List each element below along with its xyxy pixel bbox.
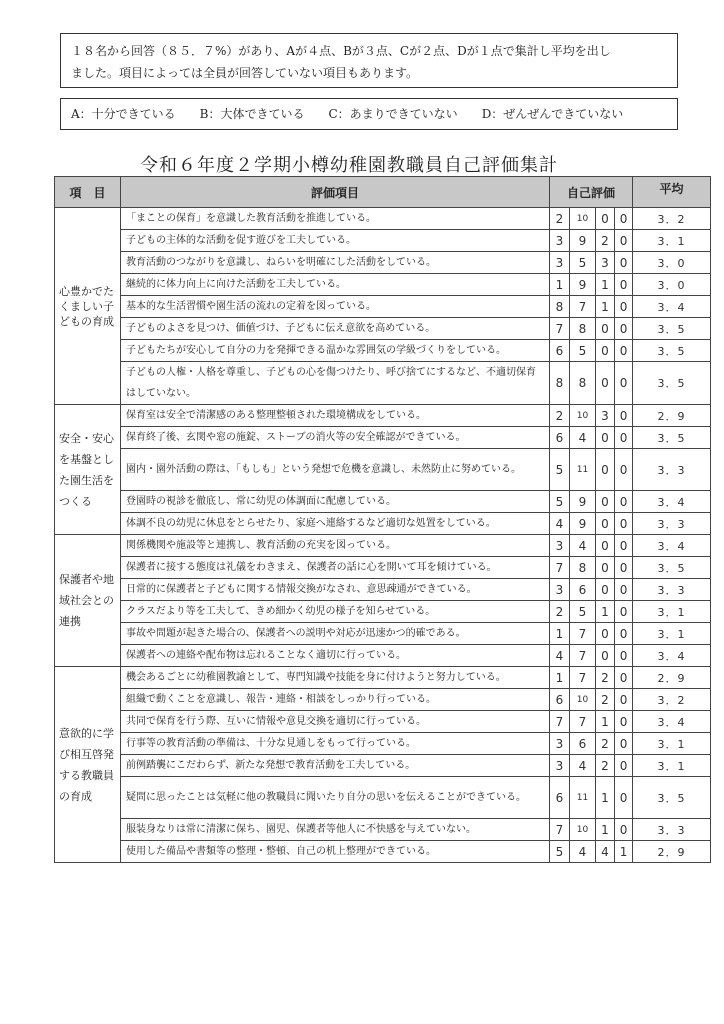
header-self-evaluation: 自己評価 [550,177,633,208]
score-a-count: 4 [550,645,570,667]
evaluation-item-text: 事故や問題が起きた場合の、保護者への説明や対応が迅速かつ的確である。 [121,623,550,645]
table-row [55,667,711,689]
score-c-count: 0 [596,449,615,491]
score-a-count: 6 [550,689,570,711]
score-b-count: 10 [570,208,596,230]
score-c-count: 0 [596,318,615,340]
score-a-count: 3 [550,579,570,601]
score-c-count: 0 [596,208,615,230]
table-row [55,535,711,557]
score-d-count: 0 [615,733,633,755]
table-row [55,208,711,230]
average-score: 3．4 [633,491,711,513]
evaluation-item-text: 体調不良の幼児に休息をとらせたり、家庭へ連絡するなど適切な処置をしている。 [121,513,550,535]
score-d-count: 0 [615,777,633,819]
table-row [55,318,711,340]
score-c-count: 0 [596,557,615,579]
table-row [55,230,711,252]
score-a-count: 6 [550,777,570,819]
score-c-count: 3 [596,405,615,427]
average-score: 3．5 [633,777,711,819]
average-score: 2．9 [633,667,711,689]
table-row [55,274,711,296]
score-b-count: 8 [570,362,596,405]
score-d-count: 0 [615,274,633,296]
average-score: 3．5 [633,557,711,579]
score-c-count: 0 [596,579,615,601]
evaluation-item-text: 保護者への連絡や配布物は忘れることなく適切に行っている。 [121,645,550,667]
score-c-count: 2 [596,230,615,252]
table-row [55,340,711,362]
header-category: 項 目 [55,177,121,208]
score-d-count: 0 [615,755,633,777]
score-a-count: 7 [550,318,570,340]
table-row [55,623,711,645]
score-b-count: 10 [570,689,596,711]
evaluation-item-text: 共同で保育を行う際、互いに情報や意見交換を適切に行っている。 [121,711,550,733]
evaluation-item-text: 登園時の視診を徹底し、常に幼児の体調面に配慮している。 [121,491,550,513]
score-b-count: 9 [570,491,596,513]
table-row [55,252,711,274]
average-score: 2．9 [633,841,711,863]
score-c-count: 0 [596,535,615,557]
score-d-count: 0 [615,535,633,557]
category-cell: 安全・安心を基盤とした園生活をつくる [55,405,121,535]
average-score: 3．5 [633,340,711,362]
score-d-count: 1 [615,841,633,863]
score-a-count: 7 [550,711,570,733]
table-row [55,601,711,623]
score-c-count: 1 [596,296,615,318]
average-score: 3．3 [633,819,711,841]
score-a-count: 2 [550,208,570,230]
score-a-count: 3 [550,230,570,252]
score-b-count: 10 [570,405,596,427]
score-b-count: 5 [570,252,596,274]
average-score: 3．2 [633,208,711,230]
score-d-count: 0 [615,667,633,689]
score-b-count: 5 [570,601,596,623]
evaluation-item-text: 教育活動のつながりを意識し、ねらいを明確にした活動をしている。 [121,252,550,274]
average-score: 3．0 [633,252,711,274]
average-score: 3．5 [633,318,711,340]
table-row [55,645,711,667]
evaluation-item-text: 行事等の教育活動の準備は、十分な見通しをもって行っている。 [121,733,550,755]
evaluation-item-text: 日常的に保護者と子どもに関する情報交換がなされ、意思疎通ができている。 [121,579,550,601]
evaluation-item-text: 保育終了後、玄関や窓の施錠、ストーブの消火等の安全確認ができている。 [121,427,550,449]
evaluation-item-text: 子どものよさを見つけ、価値づけ、子どもに伝え意欲を高めている。 [121,318,550,340]
evaluation-item-text: 保育室は安全で清潔感のある整理整頓された環境構成をしている。 [121,405,550,427]
average-score: 3．5 [633,362,711,405]
average-score: 3．4 [633,535,711,557]
average-score: 3．3 [633,513,711,535]
score-b-count: 10 [570,819,596,841]
average-score: 3．1 [633,230,711,252]
evaluation-item-text: 「まことの保育」を意識した教育活動を推進している。 [121,208,550,230]
score-c-count: 1 [596,711,615,733]
table-row [55,841,711,863]
table-row [55,689,711,711]
average-score: 3．1 [633,733,711,755]
score-c-count: 1 [596,601,615,623]
score-b-count: 11 [570,777,596,819]
score-a-count: 3 [550,535,570,557]
score-b-count: 9 [570,274,596,296]
header-item: 評価項目 [121,177,550,208]
score-d-count: 0 [615,252,633,274]
evaluation-item-text: 服装身なりは常に清潔に保ち、園児、保護者等他人に不快感を与えていない。 [121,819,550,841]
score-c-count: 1 [596,777,615,819]
evaluation-item-text: 保護者に接する態度は礼儀をわきまえ、保護者の話に心を開いて耳を傾けている。 [121,557,550,579]
score-b-count: 11 [570,449,596,491]
table-row [55,557,711,579]
score-a-count: 7 [550,819,570,841]
table-row [55,513,711,535]
average-score: 3．0 [633,274,711,296]
score-c-count: 1 [596,819,615,841]
table-row [55,296,711,318]
score-b-count: 4 [570,535,596,557]
legend-d: D：ぜんぜんできていない [481,107,624,121]
score-d-count: 0 [615,230,633,252]
table-row [55,491,711,513]
score-b-count: 7 [570,711,596,733]
evaluation-table [54,176,711,863]
score-b-count: 7 [570,296,596,318]
score-a-count: 2 [550,405,570,427]
intro-line-2: ました。項目によっては全員が回答していない項目もあります。 [71,66,419,80]
score-c-count: 2 [596,667,615,689]
score-d-count: 0 [615,405,633,427]
score-c-count: 0 [596,340,615,362]
evaluation-item-text: 疑問に思ったことは気軽に他の教職員に聞いたり自分の思いを伝えることができている。 [121,777,550,819]
score-c-count: 0 [596,427,615,449]
score-a-count: 6 [550,340,570,362]
header-average: 平均 [633,177,711,208]
evaluation-item-text: 子どもの人権・人格を尊重し、子どもの心を傷つけたり、呼び捨てにするなど、不適切保育はしていない。 [121,362,550,405]
score-a-count: 8 [550,362,570,405]
score-d-count: 0 [615,296,633,318]
score-b-count: 4 [570,427,596,449]
score-a-count: 1 [550,623,570,645]
score-b-count: 4 [570,841,596,863]
score-c-count: 2 [596,689,615,711]
score-d-count: 0 [615,362,633,405]
table-row [55,579,711,601]
score-c-count: 0 [596,645,615,667]
score-b-count: 6 [570,733,596,755]
score-a-count: 5 [550,841,570,863]
evaluation-item-text: 組織で動くことを意識し、報告・連絡・相談をしっかり行っている。 [121,689,550,711]
average-score: 3．5 [633,427,711,449]
score-c-count: 0 [596,513,615,535]
score-c-count: 0 [596,491,615,513]
score-b-count: 7 [570,667,596,689]
score-a-count: 4 [550,513,570,535]
score-d-count: 0 [615,513,633,535]
average-score: 3．1 [633,601,711,623]
score-d-count: 0 [615,340,633,362]
score-d-count: 0 [615,449,633,491]
score-b-count: 8 [570,557,596,579]
score-b-count: 5 [570,340,596,362]
average-score: 3．3 [633,579,711,601]
score-a-count: 3 [550,755,570,777]
evaluation-item-text: 継続的に体力向上に向けた活動を工夫している。 [121,274,550,296]
evaluation-item-text: 関係機関や施設等と連携し、教育活動の充実を図っている。 [121,535,550,557]
evaluation-item-text: 基本的な生活習慣や園生活の流れの定着を図っている。 [121,296,550,318]
score-a-count: 5 [550,449,570,491]
score-c-count: 0 [596,623,615,645]
average-score: 3．4 [633,296,711,318]
table-row [55,819,711,841]
score-b-count: 8 [570,318,596,340]
evaluation-item-text: 前例踏襲にこだわらず、新たな発想で教育活動を工夫している。 [121,755,550,777]
score-d-count: 0 [615,579,633,601]
average-score: 3．2 [633,689,711,711]
intro-line-1: １８名から回答（８５．７%）があり、Aが４点、Bが３点、Cが２点、Dが１点で集計し平均を出し [71,44,611,58]
evaluation-item-text: 機会あるごとに幼稚園教諭として、専門知識や技能を身に付けようと努力している。 [121,667,550,689]
average-score: 3．1 [633,623,711,645]
score-a-count: 1 [550,667,570,689]
intro-note [60,33,678,88]
average-score: 3．4 [633,711,711,733]
average-score: 3．3 [633,449,711,491]
score-a-count: 2 [550,601,570,623]
score-d-count: 0 [615,491,633,513]
score-d-count: 0 [615,427,633,449]
score-b-count: 9 [570,513,596,535]
evaluation-item-text: 園内・園外活動の際は、「もしも」という発想で危機を意識し、未然防止に努めている。 [121,449,550,491]
score-d-count: 0 [615,557,633,579]
score-b-count: 7 [570,623,596,645]
page-title: 令和６年度２学期小樽幼稚園教職員自己評価集計 [140,155,558,176]
legend-b: B：大体できている [199,107,305,121]
category-cell: 保護者や地域社会との連携 [55,535,121,667]
score-a-count: 3 [550,733,570,755]
score-a-count: 3 [550,252,570,274]
score-c-count: 3 [596,252,615,274]
score-c-count: 1 [596,274,615,296]
score-d-count: 0 [615,689,633,711]
average-score: 3．4 [633,645,711,667]
category-cell: 意欲的に学び相互啓発する教職員の育成 [55,667,121,863]
score-b-count: 6 [570,579,596,601]
score-d-count: 0 [615,623,633,645]
legend-c: C：あまりできていない [328,107,458,121]
score-d-count: 0 [615,711,633,733]
score-a-count: 1 [550,274,570,296]
legend-a: A：十分できている [71,107,176,121]
table-row [55,449,711,491]
score-a-count: 5 [550,491,570,513]
category-cell: 心豊かでたくましい子どもの育成 [55,208,121,405]
score-a-count: 7 [550,557,570,579]
score-c-count: 2 [596,755,615,777]
table-row [55,777,711,819]
table-row [55,755,711,777]
average-score: 2．9 [633,405,711,427]
table-body [55,208,711,863]
score-d-count: 0 [615,819,633,841]
rating-legend [60,98,678,130]
score-c-count: 4 [596,841,615,863]
score-d-count: 0 [615,645,633,667]
table-row [55,427,711,449]
score-b-count: 9 [570,230,596,252]
average-score: 3．1 [633,755,711,777]
table-row [55,405,711,427]
evaluation-item-text: 使用した備品や書類等の整理・整頓、自己の机上整理ができている。 [121,841,550,863]
score-d-count: 0 [615,208,633,230]
evaluation-item-text: 子どもの主体的な活動を促す遊びを工夫している。 [121,230,550,252]
score-c-count: 2 [596,733,615,755]
table-row [55,362,711,405]
evaluation-item-text: 子どもたちが安心して自分の力を発揮できる温かな雰囲気の学級づくりをしている。 [121,340,550,362]
score-c-count: 0 [596,362,615,405]
evaluation-item-text: クラスだより等を工夫して、きめ細かく幼児の様子を知らせている。 [121,601,550,623]
table-row [55,733,711,755]
score-b-count: 4 [570,755,596,777]
score-d-count: 0 [615,601,633,623]
score-a-count: 6 [550,427,570,449]
table-row [55,711,711,733]
score-b-count: 7 [570,645,596,667]
score-a-count: 8 [550,296,570,318]
score-d-count: 0 [615,318,633,340]
